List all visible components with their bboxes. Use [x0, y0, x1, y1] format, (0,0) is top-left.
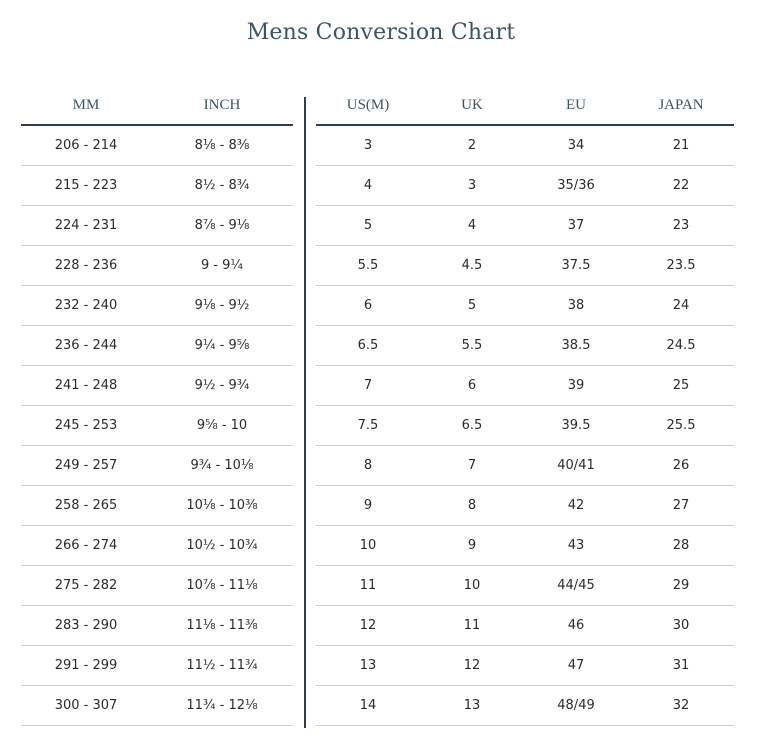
mm-cell: 215 - 223: [54, 178, 118, 193]
us-m-cell: 7: [363, 378, 373, 393]
eu-cell: 37.5: [561, 258, 591, 273]
japan-cell: 21: [672, 138, 690, 153]
mm-cell: 249 - 257: [54, 458, 118, 473]
table-row: [316, 646, 734, 686]
table-row: [21, 526, 293, 566]
us-m-cell: 10: [359, 538, 377, 553]
uk-cell: 8: [467, 498, 477, 513]
mm-cell: 236 - 244: [54, 338, 118, 353]
eu-cell: 34: [567, 138, 585, 153]
mm-cell: 258 - 265: [54, 498, 118, 513]
inch-header: INCH: [203, 96, 241, 113]
japan-cell: 28: [672, 538, 690, 553]
table-row: [21, 286, 293, 326]
eu-cell: 48/49: [557, 698, 595, 713]
uk-cell: 12: [463, 658, 481, 673]
mm-cell: 275 - 282: [54, 578, 118, 593]
japan-cell: 26: [672, 458, 690, 473]
mm-cell: 232 - 240: [54, 298, 118, 313]
eu-cell: 38.5: [561, 338, 591, 353]
table-row: [316, 366, 734, 406]
uk-cell: 10: [463, 578, 481, 593]
eu-cell: 44/45: [557, 578, 595, 593]
table-row: [316, 526, 734, 566]
japan-cell: 25.5: [666, 418, 696, 433]
japan-cell: 24: [672, 298, 690, 313]
japan-cell: 31: [672, 658, 690, 673]
eu-cell: 40/41: [557, 458, 595, 473]
table-row: [316, 566, 734, 606]
inch-cell: 11⅛ - 11⅜: [186, 618, 258, 633]
uk-cell: 4: [467, 218, 477, 233]
inch-cell: 8⅛ - 8⅜: [194, 138, 250, 153]
inch-cell: 10⅞ - 11⅛: [186, 578, 258, 593]
japan-cell: 29: [672, 578, 690, 593]
mm-cell: 300 - 307: [54, 698, 118, 713]
uk-cell: 4.5: [461, 258, 483, 273]
us-m-cell: 4: [363, 178, 373, 193]
table-row: [316, 206, 734, 246]
table-row: [21, 446, 293, 486]
table-header: [316, 86, 734, 126]
table-row: [316, 686, 734, 726]
us-m-cell: 9: [363, 498, 373, 513]
eu-cell: 47: [567, 658, 585, 673]
mm-cell: 283 - 290: [54, 618, 118, 633]
size-conversion-table: [316, 86, 734, 726]
inch-cell: 9¾ - 10⅛: [190, 458, 254, 473]
mm-cell: 206 - 214: [54, 138, 118, 153]
table-row: [316, 606, 734, 646]
japan-cell: 25: [672, 378, 690, 393]
inch-cell: 9 - 9¼: [200, 258, 244, 273]
page-title: Mens Conversion Chart: [246, 20, 516, 45]
mm-cell: 245 - 253: [54, 418, 118, 433]
uk-cell: 5: [467, 298, 477, 313]
table-row: [21, 166, 293, 206]
inch-cell: 9⅛ - 9½: [194, 298, 250, 313]
eu-cell: 43: [567, 538, 585, 553]
us-m-cell: 7.5: [357, 418, 379, 433]
japan-cell: 22: [672, 178, 690, 193]
uk-cell: 2: [467, 138, 477, 153]
eu-cell: 39: [567, 378, 585, 393]
us-m-cell: 8: [363, 458, 373, 473]
table-row: [21, 366, 293, 406]
table-row: [316, 486, 734, 526]
table-row: [21, 326, 293, 366]
table-row: [316, 446, 734, 486]
table-row: [21, 606, 293, 646]
table-row: [21, 406, 293, 446]
mm-cell: 241 - 248: [54, 378, 118, 393]
mm-inch-table: [21, 86, 293, 726]
uk-cell: 9: [467, 538, 477, 553]
table-row: [21, 686, 293, 726]
inch-cell: 8⅞ - 9⅛: [194, 218, 250, 233]
us-m-cell: 14: [359, 698, 377, 713]
eu-cell: 38: [567, 298, 585, 313]
us-m-cell: 6.5: [357, 338, 379, 353]
uk-cell: 11: [463, 618, 481, 633]
table-row: [316, 126, 734, 166]
uk-cell: 7: [467, 458, 477, 473]
inch-cell: 10⅛ - 10⅜: [186, 498, 258, 513]
inch-cell: 9¼ - 9⅝: [194, 338, 250, 353]
japan-cell: 23.5: [666, 258, 696, 273]
mm-cell: 228 - 236: [54, 258, 118, 273]
japan-header: JAPAN: [658, 96, 704, 113]
mm-header: MM: [72, 96, 100, 113]
table-row: [316, 326, 734, 366]
japan-cell: 32: [672, 698, 690, 713]
table-row: [316, 286, 734, 326]
uk-cell: 6.5: [461, 418, 483, 433]
eu-cell: 46: [567, 618, 585, 633]
japan-cell: 27: [672, 498, 690, 513]
eu-cell: 39.5: [561, 418, 591, 433]
table-row: [21, 126, 293, 166]
uk-cell: 13: [463, 698, 481, 713]
table-row: [21, 566, 293, 606]
us-m-cell: 5.5: [357, 258, 379, 273]
inch-cell: 9½ - 9¾: [194, 378, 250, 393]
us-m-cell: 11: [359, 578, 377, 593]
uk-cell: 6: [467, 378, 477, 393]
us-m-cell: 3: [363, 138, 373, 153]
table-divider: [304, 97, 306, 728]
table-row: [316, 406, 734, 446]
table-header: [21, 86, 293, 126]
table-row: [21, 206, 293, 246]
inch-cell: 9⅝ - 10: [196, 418, 248, 433]
table-row: [316, 246, 734, 286]
table-row: [21, 486, 293, 526]
japan-cell: 30: [672, 618, 690, 633]
inch-cell: 11½ - 11¾: [186, 658, 258, 673]
us-m-cell: 6: [363, 298, 373, 313]
us-m-header: US(M): [346, 96, 390, 113]
us-m-cell: 13: [359, 658, 377, 673]
mm-cell: 224 - 231: [54, 218, 118, 233]
uk-cell: 3: [467, 178, 477, 193]
eu-cell: 42: [567, 498, 585, 513]
us-m-cell: 12: [359, 618, 377, 633]
uk-cell: 5.5: [461, 338, 483, 353]
japan-cell: 24.5: [666, 338, 696, 353]
inch-cell: 10½ - 10¾: [186, 538, 258, 553]
japan-cell: 23: [672, 218, 690, 233]
table-row: [316, 166, 734, 206]
eu-cell: 37: [567, 218, 585, 233]
inch-cell: 8½ - 8¾: [194, 178, 250, 193]
eu-cell: 35/36: [557, 178, 595, 193]
mm-cell: 266 - 274: [54, 538, 118, 553]
uk-header: UK: [461, 96, 483, 113]
table-row: [21, 646, 293, 686]
eu-header: EU: [566, 96, 586, 113]
table-row: [21, 246, 293, 286]
mm-cell: 291 - 299: [54, 658, 118, 673]
us-m-cell: 5: [363, 218, 373, 233]
inch-cell: 11¾ - 12⅛: [186, 698, 258, 713]
